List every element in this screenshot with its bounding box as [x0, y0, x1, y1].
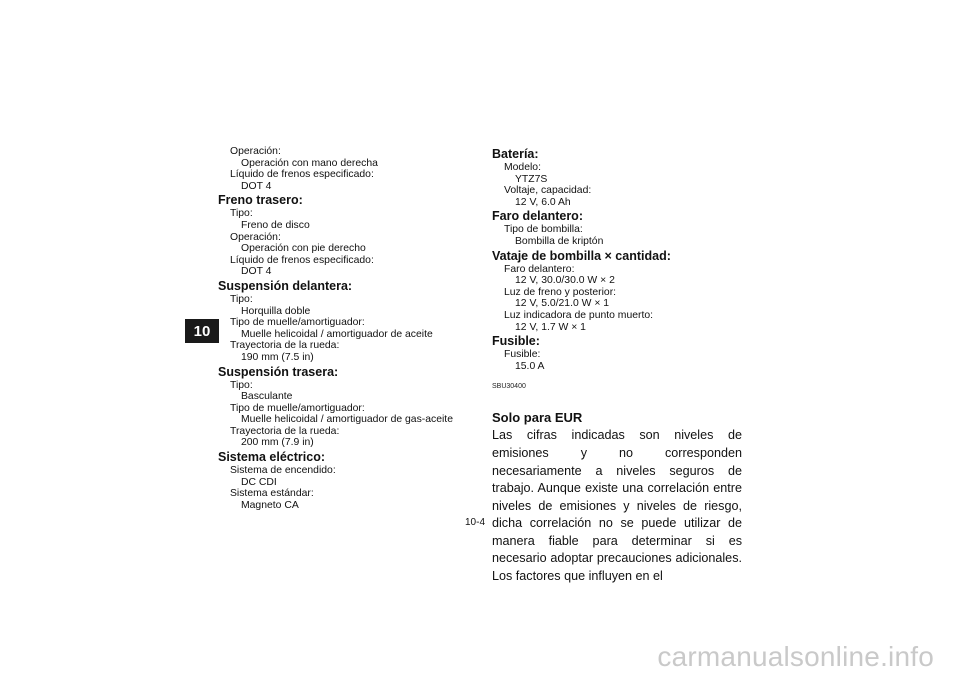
- spec-value: Bombilla de kriptón: [515, 235, 604, 247]
- spec-label: Tipo de bombilla:: [504, 224, 583, 236]
- spec-label: Voltaje, capacidad:: [504, 185, 592, 197]
- spec-label: Líquido de frenos especificado:: [230, 169, 374, 181]
- spec-label: Tipo de muelle/amortiguador:: [230, 402, 365, 414]
- spec-value: Freno de disco: [241, 219, 310, 231]
- spec-value: Horquilla doble: [241, 305, 311, 317]
- spec-section: Fusible:: [492, 334, 540, 349]
- spec-value: YTZ7S: [515, 173, 548, 185]
- eur-paragraph: Las cifras indicadas son niveles de emisiones y no corresponden necesariamente a niveles seguros de trabajo. Aunque existe una correlación entre niveles de emisiones y niveles de riesgo, dicha correlación no se puede utilizar de manera fiable para determinar si es necesario adoptar precauciones adicionales. Los factores que influyen en el: [492, 428, 742, 584]
- spec-label: Sistema estándar:: [230, 488, 314, 500]
- watermark: carmanualsonline.info: [657, 641, 934, 672]
- spec-section: Faro delantero:: [492, 209, 583, 224]
- spec-label: Luz de freno y posterior:: [504, 286, 617, 298]
- spec-label: Modelo:: [504, 162, 541, 173]
- spec-label: Tipo de muelle/amortiguador:: [230, 317, 365, 329]
- spec-label: Tipo:: [230, 293, 253, 305]
- spec-section: Vataje de bombilla × cantidad:: [492, 248, 671, 263]
- spec-label: Luz indicadora de punto muerto:: [504, 309, 654, 321]
- eur-heading: Solo para EUR: [492, 410, 583, 426]
- spec-label: Operación:: [230, 231, 281, 243]
- spec-label: Tipo:: [230, 379, 253, 391]
- spec-value: 12 V, 6.0 Ah: [515, 196, 571, 208]
- spec-value: 12 V, 30.0/30.0 W × 2: [515, 275, 615, 287]
- spec-section: Suspensión trasera:: [218, 364, 339, 379]
- right-spec-column: [492, 146, 742, 586]
- left-spec-column: [218, 146, 468, 511]
- spec-value: Muelle helicoidal / amortiguador de gas-aceite: [241, 414, 453, 426]
- spec-label: Trayectoria de la rueda:: [230, 340, 340, 352]
- spec-section: Sistema eléctrico:: [218, 450, 325, 465]
- right-spec-list: [492, 147, 742, 372]
- spec-label: Trayectoria de la rueda:: [230, 425, 340, 437]
- spec-label: Sistema de encendido:: [230, 465, 336, 477]
- spec-value: Muelle helicoidal / amortiguador de aceite: [241, 328, 433, 340]
- spec-label: Faro delantero:: [504, 263, 575, 275]
- spec-value: DC CDI: [241, 476, 277, 488]
- chapter-tab: 10: [185, 319, 219, 343]
- spec-value: 190 mm (7.5 in): [241, 351, 314, 363]
- spec-value: Operación con pie derecho: [241, 243, 366, 255]
- spec-value: 200 mm (7.9 in): [241, 437, 314, 449]
- spec-value: Operación con mano derecha: [241, 157, 378, 169]
- spec-section: Suspensión delantera:: [218, 278, 353, 293]
- spec-section: Freno trasero:: [218, 193, 303, 208]
- page-number: 10-4: [465, 517, 486, 528]
- section-code: SBU30400: [492, 383, 526, 391]
- spec-section: Batería:: [492, 147, 539, 161]
- spec-label: Líquido de frenos especificado:: [230, 254, 374, 266]
- spec-label: Tipo:: [230, 208, 253, 220]
- spec-value: Magneto CA: [241, 499, 299, 511]
- spec-label: Fusible:: [504, 349, 541, 361]
- spec-value: DOT 4: [241, 180, 272, 192]
- spec-value: 12 V, 5.0/21.0 W × 1: [515, 298, 610, 310]
- spec-value: 12 V, 1.7 W × 1: [515, 321, 586, 333]
- spec-value: Basculante: [241, 391, 293, 403]
- spec-value: DOT 4: [241, 266, 272, 278]
- spec-value: 15.0 A: [515, 360, 545, 372]
- spec-label: Operación:: [230, 146, 281, 157]
